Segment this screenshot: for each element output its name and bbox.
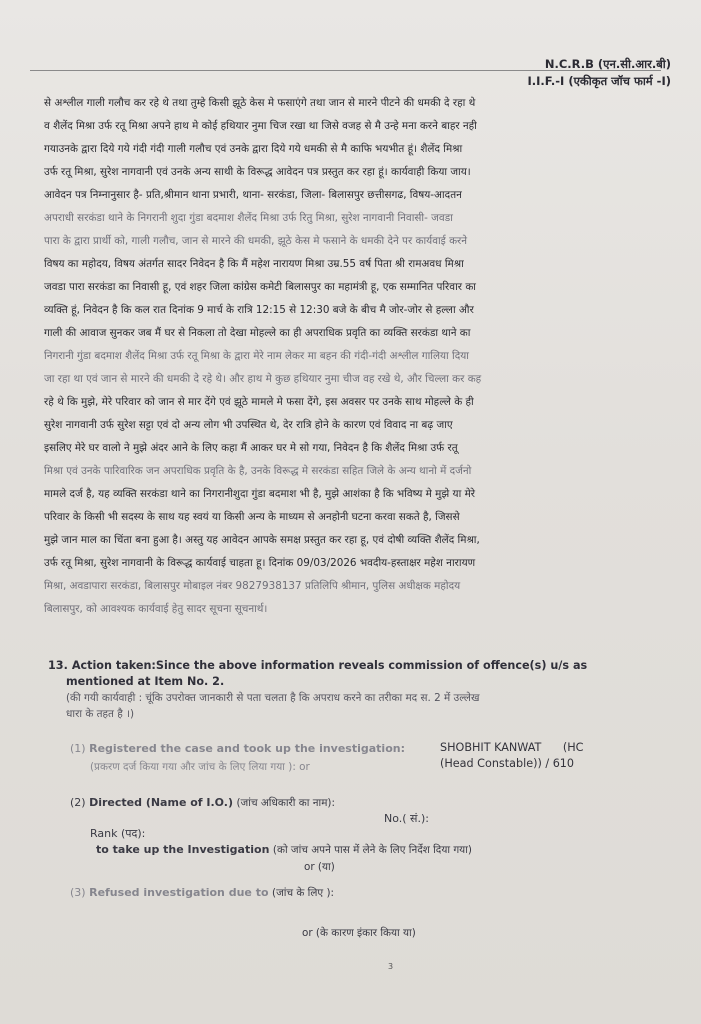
item-2-no-label: No.( सं.):	[384, 812, 429, 825]
officer-name: SHOBHIT KANWAT	[440, 741, 542, 754]
form-header	[527, 56, 671, 90]
officer-rank-full: (Head Constable)) / 610	[440, 757, 575, 770]
iif-label: I.I.F.-I (एकीकृत जॉच फार्म -I)	[527, 74, 671, 88]
complaint-line: बिलासपुर, को आवश्यक कार्यवाई हेतु सादर सूचना सूचनार्थ।	[44, 603, 268, 615]
complaint-line: मिश्रा, अवडापारा सरकंडा, बिलासपुर मोबाइल नंबर 9827938137 प्रतिलिपि श्रीमान, पुलिस अधीक्षक महोदय	[44, 580, 461, 592]
item-2-label-en: Directed (Name of I.O.)	[89, 796, 233, 809]
item-1-label-en: Registered the case and took up the investigation:	[89, 742, 405, 755]
ncrb-label: N.C.R.B (एन.सी.आर.बी)	[544, 57, 671, 71]
item-3-label-en: Refused investigation due to	[89, 886, 269, 899]
item-3-or: or (के कारण इंकार किया या)	[302, 927, 416, 939]
item-2-take-up-hi: (को जांच अपने पास में लेने के लिए निर्देश दिया गया)	[272, 844, 472, 856]
item-2-or: or (या)	[304, 861, 335, 873]
complaint-line: गयाउनके द्वारा दिये गये गंदी गंदी गाली गलौच एवं उनके द्वारा दिये गये धमकी से मै काफि भयभीत हूं। शैलेंद मिश्रा	[44, 143, 463, 155]
item-3-label-hi: (जांच के लिए ):	[272, 887, 334, 899]
item-3-refused	[70, 886, 334, 900]
section-13-title-hi-2: धारा के तहत है ।)	[66, 708, 135, 720]
complaint-line: निगरानी गुंडा बदमाश शैलेंद मिश्रा उर्फ रतू मिश्रा के द्वारा मेरे नाम लेकर मा बहन की गंदी-गंदी अश्लील गालिया दिया	[44, 350, 469, 362]
complaint-body	[44, 92, 668, 621]
item-2-rank-label: Rank (पद):	[90, 827, 146, 840]
item-1-label-hi: (प्रकरण दर्ज किया गया और जांच के लिए लिया गया ): or	[90, 761, 310, 773]
section-13-action-taken	[48, 658, 678, 722]
complaint-line: इसलिए मेरे घर वालो ने मुझे अंदर आने के लिए कहा मैं आकर घर मे सो गया, निवेदन है कि शैलेंद मिश्रा उर्फ रतू	[44, 442, 458, 454]
section-number: 13.	[48, 659, 68, 672]
section-13-title-en-1: Action taken:Since the above information reveals commission of offence(s) u/s as	[71, 659, 588, 672]
item-1-registered	[70, 742, 405, 755]
complaint-line: व शैलेंद मिश्रा उर्फ रतू मिश्रा अपने हाथ मे कोई हथियार नुमा चिज रखा था जिसे वजह से मै उन्हे मना करने बाहर नही	[44, 120, 477, 132]
section-13-title-hi-1: (की गयी कार्यवाही : चूंकि उपरोक्त जानकारी से पता चलता है कि अपराध करने का तरीका मद स. 2 में उल्लेख	[66, 692, 480, 704]
complaint-line: विषय का महोदय, विषय अंतर्गत सादर निवेदन है कि मैं महेश नारायण मिश्रा उम्र.55 वर्ष पिता श्री रामअवध मिश्रा	[44, 258, 464, 270]
complaint-line: उर्फ रतू मिश्रा, सुरेश नागवानी एवं उनके अन्य साथी के विरूद्ध आवेदन पत्र प्रस्तुत कर रहा हूं। कार्यवाही किया जाय।	[44, 166, 471, 178]
complaint-line: व्यक्ति हूं, निवेदन है कि कल रात दिनांक 9 मार्च के रात्रि 12:15 से 12:30 बजे के बीच मै जोर-जोर से हल्ला और	[44, 304, 474, 316]
item-1-number: (1)	[70, 742, 86, 755]
header-divider	[30, 70, 661, 71]
item-2-label-hi: (जांच अधिकारी का नाम):	[236, 797, 335, 809]
complaint-line: रहे थे कि मुझे, मेरे परिवार को जान से मार देंगे एवं झूठे मामले मे फसा देंगे, इस अवसर पर उनके साथ मोहल्ले के ही	[44, 396, 474, 408]
complaint-line: गाली की आवाज सुनकर जब मैं घर से निकला तो देखा मोहल्ले का ही अपराधिक प्रवृति का व्यक्ति सरकंडा थाने का	[44, 327, 471, 339]
page-number: 3	[388, 962, 394, 971]
complaint-line: आवेदन पत्र निम्नानुसार है- प्रति,श्रीमान थाना प्रभारी, थाना- सरकंडा, जिला- बिलासपुर छत्तीसगढ, विषय-आदतन	[44, 189, 462, 201]
complaint-line: से अश्लील गाली गलौच कर रहे थे तथा तुम्हे किसी झूठे केस मे फसाएंगे तथा जान से मारने पीटने की धमकी दे रहा थे	[44, 97, 476, 109]
complaint-line: परिवार के किसी भी सदस्य के साथ यह स्वयं या किसी अन्य के माध्यम से अनहोनी घटना करवा सकते है, जिससे	[44, 511, 460, 523]
complaint-line: मुझे जान माल का चिंता बना हुआ है। अस्तु यह आवेदन आपके समक्ष प्रस्तुत कर रहा हू, एवं दोषी व्यक्ति शैलेंद मिश्रा,	[44, 534, 480, 546]
complaint-line: पारा के द्वारा प्रार्थी को, गाली गलौच, जान से मारने की धमकी, झूठे केस मे फसाने के धमकी देने पर कार्यवाई करने	[44, 235, 468, 247]
item-2-take-up-en: to take up the Investigation	[96, 843, 270, 856]
complaint-line: मामले दर्ज है, यह व्यक्ति सरकंडा थाने का निगरानीशुदा गुंडा बदमाश भी है, मुझे आशंका है कि भविष्य मे मुझे या मेरे	[44, 488, 476, 500]
item-2-directed	[70, 796, 335, 810]
section-13-title	[48, 658, 678, 690]
officer-rank-short: (HC	[562, 741, 584, 754]
item-3-number: (3)	[70, 886, 86, 899]
complaint-line: उर्फ रतू मिश्रा, सुरेश नागवानी के विरूद्ध कार्यवाई चाहता हू। दिनांक 09/03/2026 भवदीय-हस्ताक्षर महेश नारायण	[44, 557, 476, 569]
complaint-line: जा रहा था एवं जान से मारने की धमकी दे रहे थे। और हाथ मे कुछ हथियार नुमा चीज वह रखे थे, और चिल्ला कर कह	[44, 373, 482, 385]
section-13-title-en-2: mentioned at Item No. 2.	[66, 675, 225, 688]
complaint-line: मिश्रा एवं उनके पारिवारिक जन अपराधिक प्रवृति के है, उनके विरूद्ध मे सरकंडा सहित जिले के अन्य थानो में दर्जनो	[44, 465, 472, 477]
complaint-line: जवडा पारा सरकंडा का निवासी हू, एवं शहर जिला कांग्रेस कमेटी बिलासपुर का महामंत्री हू, एक सम्मानित परिवार का	[44, 281, 476, 293]
complaint-line: अपराधी सरकंडा थाने के निगरानी शुदा गुंडा बदमाश शैलेंद मिश्रा उर्फ रितु मिश्रा, सुरेश नागवानी निवासी- जवडा	[44, 212, 453, 224]
complaint-line: सुरेश नागवानी उर्फ सुरेश सट्टा एवं दो अन्य लोग भी उपस्थित थे, देर रात्रि होने के कारण एवं विवाद ना बढ़ जाए	[44, 419, 453, 431]
item-2-take-up	[96, 843, 472, 857]
item-2-number: (2)	[70, 796, 86, 809]
officer-info	[440, 740, 583, 772]
